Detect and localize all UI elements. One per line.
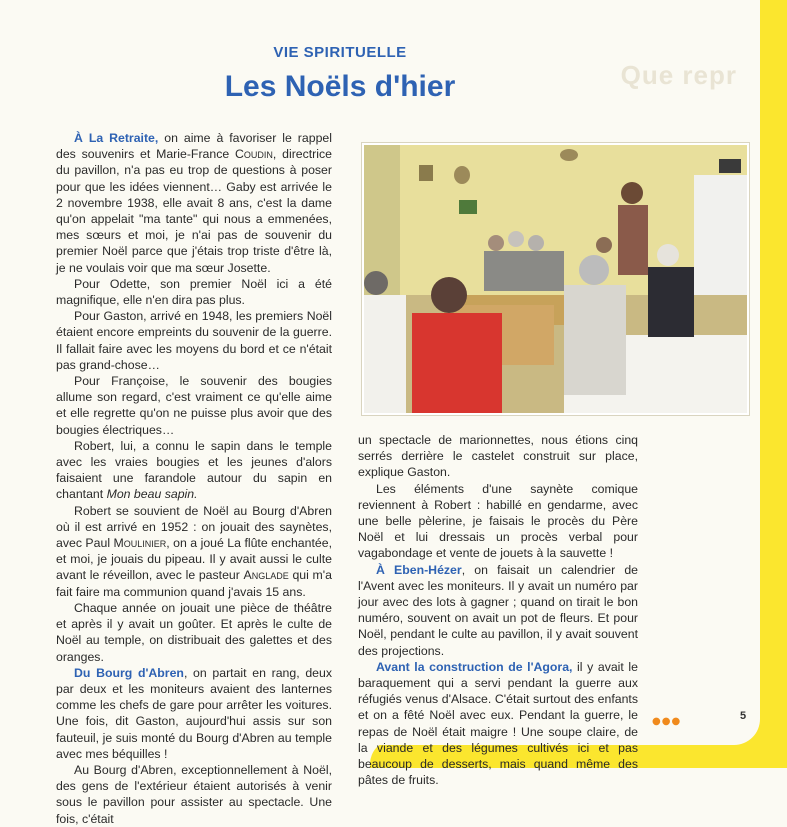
photo-illustration bbox=[364, 145, 747, 413]
paragraph bbox=[358, 562, 638, 659]
paragraph: un spectacle de marionnettes, nous étions cinq serrés derrière le castelet construit sur place, explique Gaston. bbox=[358, 433, 638, 480]
lead-text: À Eben-Hézer bbox=[376, 562, 462, 577]
person-name: Moulinier bbox=[113, 536, 167, 551]
paragraph bbox=[358, 659, 638, 789]
page-title: Les Noëls d'hier bbox=[224, 70, 456, 103]
paragraph: Chaque année on jouait une pièce de théâtre et après il y avait un goûter. Et après le culte de Noël au temple, on distribuait des galettes et des oranges. bbox=[56, 600, 332, 664]
left-column bbox=[56, 130, 332, 827]
page-number: 5 bbox=[740, 710, 747, 722]
text: on aime à favoriser le rappel des souvenirs et Marie-France bbox=[56, 131, 332, 162]
paragraph: Pour Odette, son premier Noël ici a été magnifique, elle n'en dira pas plus. bbox=[56, 276, 332, 308]
photo-gathering bbox=[362, 143, 749, 415]
right-column bbox=[358, 432, 638, 788]
text: Robert, lui, a connu le sapin dans le temple avec les vraies bougies et les jeunes d'alors faisaient une farandole autour du sapin en chantant bbox=[56, 438, 332, 502]
lead-text: Du Bourg d'Abren bbox=[74, 665, 184, 680]
person-name: Anglade bbox=[243, 568, 289, 583]
ghost-heading: Que repr bbox=[620, 60, 737, 90]
decorative-dots: ●●● bbox=[652, 716, 682, 727]
paragraph: Les éléments d'une saynète comique reviennent à Robert : habillé en gendarme, avec une belle pèlerine, je faisais le procès du Père Noël et lui dressais un procès verbal pour vagabondage et vente de jouets à la sauvette ! bbox=[358, 481, 638, 561]
lead-text: À La Retraite, bbox=[74, 131, 159, 145]
text: , on a joué La flûte enchantée, et moi, je jouais du pipeau. Il y avait aussi le culte avant le réveillon, avec le pasteur bbox=[56, 536, 332, 583]
song-title: Mon beau sapin. bbox=[106, 487, 198, 502]
paragraph bbox=[56, 665, 332, 762]
text: qui m'a fait faire ma communion quand j'avais 15 ans. bbox=[56, 568, 332, 599]
paragraph: Au Bourg d'Abren, exceptionnellement à Noël, des gens de l'extérieur étaient autorisés à venir sous le pavillon pour assister au spectacle. Une fois, c'était bbox=[56, 762, 332, 826]
text: il y avait le baraquement qui a servi pendant la guerre aux réfugiés venus d'Alsace. C'était surtout des enfants et on a fêté Noël avec eux. Pendant la guerre, le repas de Noël était maigre ! Une soupe claire, de la viande et des légumes cultivés ici et pas beaucoup de desserts, mais quand même des pâtes de fruits. bbox=[358, 659, 638, 788]
lead-text: Avant la construction de l'Agora, bbox=[376, 659, 573, 674]
section-label: VIE SPIRITUELLE bbox=[273, 44, 407, 61]
text: , directrice du pavillon, n'a pas eu trop de questions à poser pour que les idées viennent… Gaby est arrivée le 2 novembre 1938, elle avait 8 ans, c'est la dame qu'on appelait "ma tante" qui nous a emmenées, mes sœurs et moi, je n'ai pas de souvenir du premier Noël parce que j'étais trop triste d'être là, je ne voulais voir que ma sœur Josette. bbox=[56, 147, 333, 275]
paragraph bbox=[56, 503, 332, 600]
text: , on faisait un calendrier de l'Avent avec les moniteurs. Il y avait un numéro par jour avec des lots à gagner ; quand on tirait le bon numéro, souvent on avait un pot de fleurs. Et pour Noël, pendant le culte au pavillon, il y avait souvent des projections. bbox=[358, 562, 638, 658]
paragraph bbox=[56, 130, 332, 276]
text: , on partait en rang, deux par deux et les moniteurs avaient des lanternes comme les chefs de gare pour arrêter les voitures. Une fois, dit Gaston, aujourd'hui assis sur son fauteuil, je suis monté du Bourg d'Abren au temple avec mes béquilles ! bbox=[56, 665, 333, 761]
paragraph: Pour Françoise, le souvenir des bougies allume son regard, c'est vraiment ce qu'elle aime et elle regrette qu'on ne puisse plus avoir que des bougies électriques… bbox=[56, 374, 332, 437]
paragraph: Pour Gaston, arrivé en 1948, les premiers Noël étaient encore empreints du souvenir de la guerre. Il fallait faire avec les moyens du bord et ce n'était pas grand-chose… bbox=[56, 309, 332, 372]
person-name: Coudin bbox=[235, 147, 273, 162]
paragraph bbox=[56, 438, 332, 503]
text: Robert se souvient de Noël au Bourg d'Abren où il est arrivé en 1952 : on jouait des saynètes, avec Paul bbox=[56, 503, 332, 551]
